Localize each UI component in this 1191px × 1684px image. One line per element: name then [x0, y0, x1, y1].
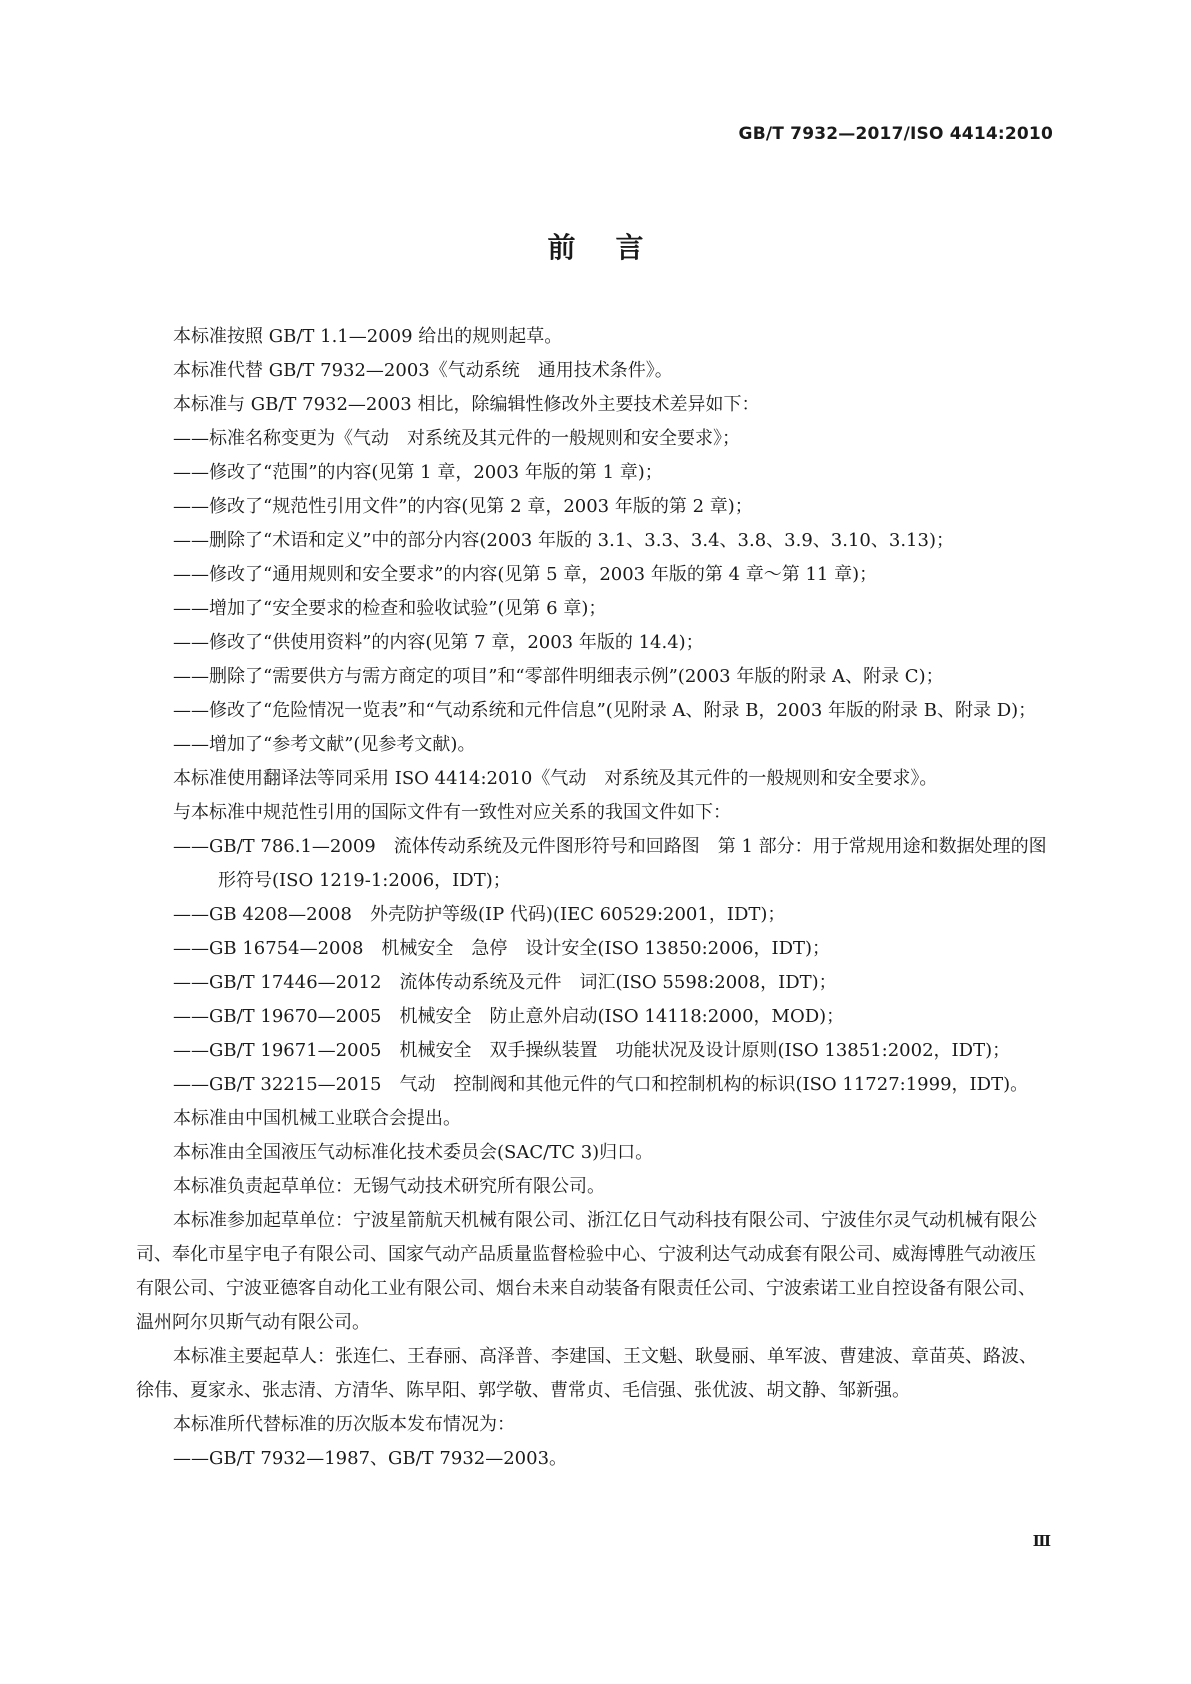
paragraph-adoption: 本标准使用翻译法等同采用 ISO 4414:2010《气动 对系统及其元件的一般规则和安全要求》。 — [173, 768, 938, 789]
change-item: ——增加了“参考文献”(见参考文献)。 — [173, 734, 476, 755]
change-item: ——删除了“需要供方与需方商定的项目”和“零部件明细表示例”(2003 年版的附录 A、附录 C)； — [173, 666, 944, 687]
paragraph-differences-intro: 本标准与 GB/T 7932—2003 相比，除编辑性修改外主要技术差异如下： — [173, 394, 760, 415]
paragraph-drafting-rules: 本标准按照 GB/T 1.1—2009 给出的规则起草。 — [173, 326, 563, 347]
standard-code-header: GB/T 7932—2017/ISO 4414:2010 — [738, 124, 1053, 144]
change-item: ——修改了“规范性引用文件”的内容(见第 2 章，2003 年版的第 2 章)； — [173, 496, 753, 517]
paragraph-participating-drafters: 本标准参加起草单位：宁波星箭航天机械有限公司、浙江亿日气动科技有限公司、宁波佳尔灵气动机械有限公司、奉化市星宇电子有限公司、国家气动产品质量监督检验中心、宁波利达气动成套有限公司、威海博胜气动液压有限公司、宁波亚德客自动化工业有限公司、烟台未来自动装备有限责任公司、宁波索诺工业自控设备有限公司、温州阿尔贝斯气动有限公司。 — [136, 1210, 1037, 1333]
paragraph-proposer: 本标准由中国机械工业联合会提出。 — [173, 1108, 461, 1129]
paragraph-history-intro: 本标准所代替标准的历次版本发布情况为： — [173, 1414, 515, 1435]
paragraph-references-intro: 与本标准中规范性引用的国际文件有一致性对应关系的我国文件如下： — [173, 802, 731, 823]
paragraph-lead-drafter: 本标准负责起草单位：无锡气动技术研究所有限公司。 — [173, 1176, 605, 1197]
change-item: ——修改了“危险情况一览表”和“气动系统和元件信息”(见附录 A、附录 B，2003 年版的附录 B、附录 D)； — [173, 700, 1037, 721]
history-item: ——GB/T 7932—1987、GB/T 7932—2003。 — [173, 1448, 568, 1469]
reference-item: ——GB/T 19671—2005 机械安全 双手操纵装置 功能状况及设计原则(ISO 13851:2002，IDT)； — [173, 1040, 1011, 1061]
paragraph-main-drafters: 本标准主要起草人：张连仁、王春丽、高泽普、李建国、王文魁、耿曼丽、单军波、曹建波、章苗英、路波、徐伟、夏家永、张志清、方清华、陈早阳、郭学敬、曹常贞、毛信强、张优波、胡文静、邹新强。 — [136, 1346, 1037, 1401]
reference-item: ——GB/T 17446—2012 流体传动系统及元件 词汇(ISO 5598:2008，IDT)； — [173, 972, 837, 993]
change-item: ——标准名称变更为《气动 对系统及其元件的一般规则和安全要求》； — [173, 428, 740, 449]
foreword-body — [136, 320, 1053, 1476]
reference-item: ——GB 4208—2008 外壳防护等级(IP 代码)(IEC 60529:2001，IDT)； — [173, 904, 786, 925]
change-item: ——修改了“通用规则和安全要求”的内容(见第 5 章，2003 年版的第 4 章～第 11 章)； — [173, 564, 878, 585]
change-item: ——删除了“术语和定义”中的部分内容(2003 年版的 3.1、3.3、3.4、3.8、3.9、3.10、3.13)； — [173, 530, 954, 551]
reference-item: ——GB/T 786.1—2009 流体传动系统及元件图形符号和回路图 第 1 部分：用于常规用途和数据处理的图形符号(ISO 1219-1:2006，IDT)； — [173, 836, 1047, 891]
change-item: ——修改了“供使用资料”的内容(见第 7 章，2003 年版的 14.4)； — [173, 632, 704, 653]
change-item: ——修改了“范围”的内容(见第 1 章，2003 年版的第 1 章)； — [173, 462, 663, 483]
paragraph-replaces: 本标准代替 GB/T 7932—2003《气动系统 通用技术条件》。 — [173, 360, 673, 381]
paragraph-committee: 本标准由全国液压气动标准化技术委员会(SAC/TC 3)归口。 — [173, 1142, 654, 1163]
reference-item: ——GB/T 19670—2005 机械安全 防止意外启动(ISO 14118:2000，MOD)； — [173, 1006, 845, 1027]
reference-item: ——GB 16754—2008 机械安全 急停 设计安全(ISO 13850:2006，IDT)； — [173, 938, 831, 959]
page-number: Ⅲ — [1032, 1532, 1051, 1550]
reference-item: ——GB/T 32215—2015 气动 控制阀和其他元件的气口和控制机构的标识(ISO 11727:1999，IDT)。 — [173, 1074, 1029, 1095]
page-title: 前言 — [547, 231, 684, 264]
change-item: ——增加了“安全要求的检查和验收试验”(见第 6 章)； — [173, 598, 607, 619]
